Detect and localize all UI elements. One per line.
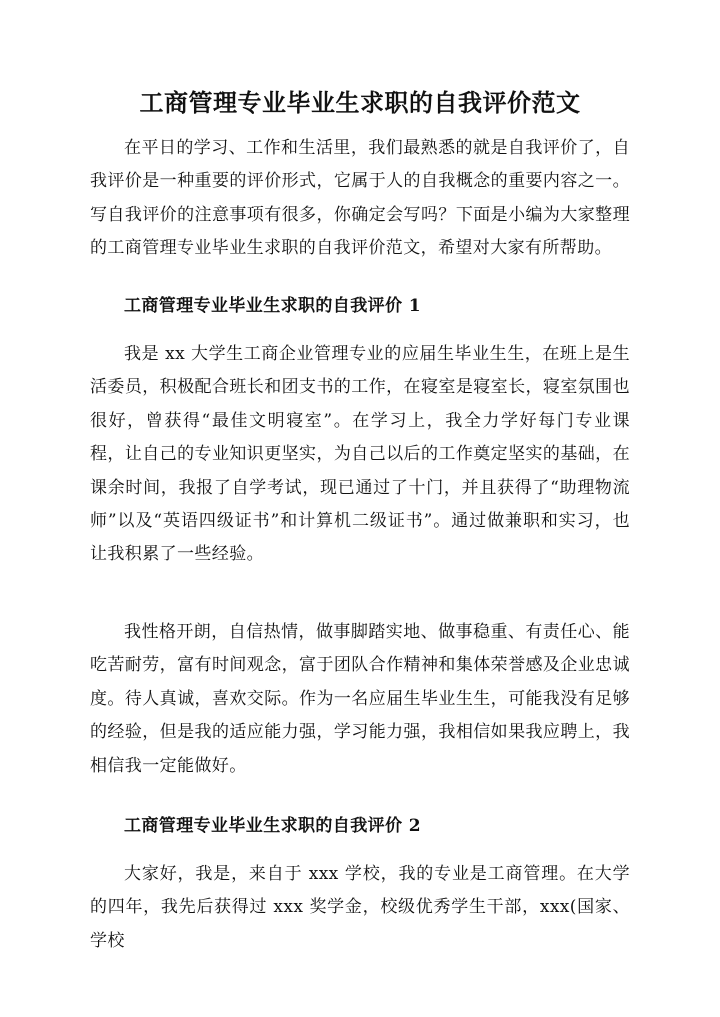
section-2-paragraph-1: 大家好，我是，来自于 xxx 学校，我的专业是工商管理。在大学的四年，我先后获得过 xxx 奖学金，校级优秀学生干部，xxx(国家、学校 <box>90 864 630 951</box>
section-1-heading: 工商管理专业毕业生求职的自我评价 1 <box>124 296 421 316</box>
document-title: 工商管理专业毕业生求职的自我评价范文 <box>139 89 581 117</box>
section-1-paragraph-2: 我性格开朗，自信热情，做事脚踏实地、做事稳重、有责任心、能吃苦耐劳，富有时间观念，富于团队合作精神和集体荣誉感及企业忠诚度。待人真诚，喜欢交际。作为一名应届生毕业生生，可能我没有足够的经验，但是我的适应能力强，学习能力强，我相信如果我应聘上，我相信我一定能做好。 <box>90 622 630 776</box>
section-1-paragraph-1: 我是 xx 大学生工商企业管理专业的应届生毕业生生，在班上是生活委员，积极配合班长和团支书的工作，在寝室是寝室长，寝室氛围也很好，曾获得“最佳文明寝室”。在学习上，我全力学好每门专业课程，让自己的专业知识更坚实，为自己以后的工作奠定坚实的基础，在课余时间，我报了自学考试，现已通过了十门，并且获得了“助理物流师”以及“英语四级证书”和计算机二级证书”。通过做兼职和实习，也让我积累了一些经验。 <box>90 344 630 565</box>
section-2-heading: 工商管理专业毕业生求职的自我评价 2 <box>124 816 421 836</box>
intro-paragraph: 在平日的学习、工作和生活里，我们最熟悉的就是自我评价了，自我评价是一种重要的评价形式，它属于人的自我概念的重要内容之一。写自我评价的注意事项有很多，你确定会写吗？下面是小编为大家整理的工商管理专业毕业生求职的自我评价范文，希望对大家有所帮助。 <box>90 138 630 259</box>
